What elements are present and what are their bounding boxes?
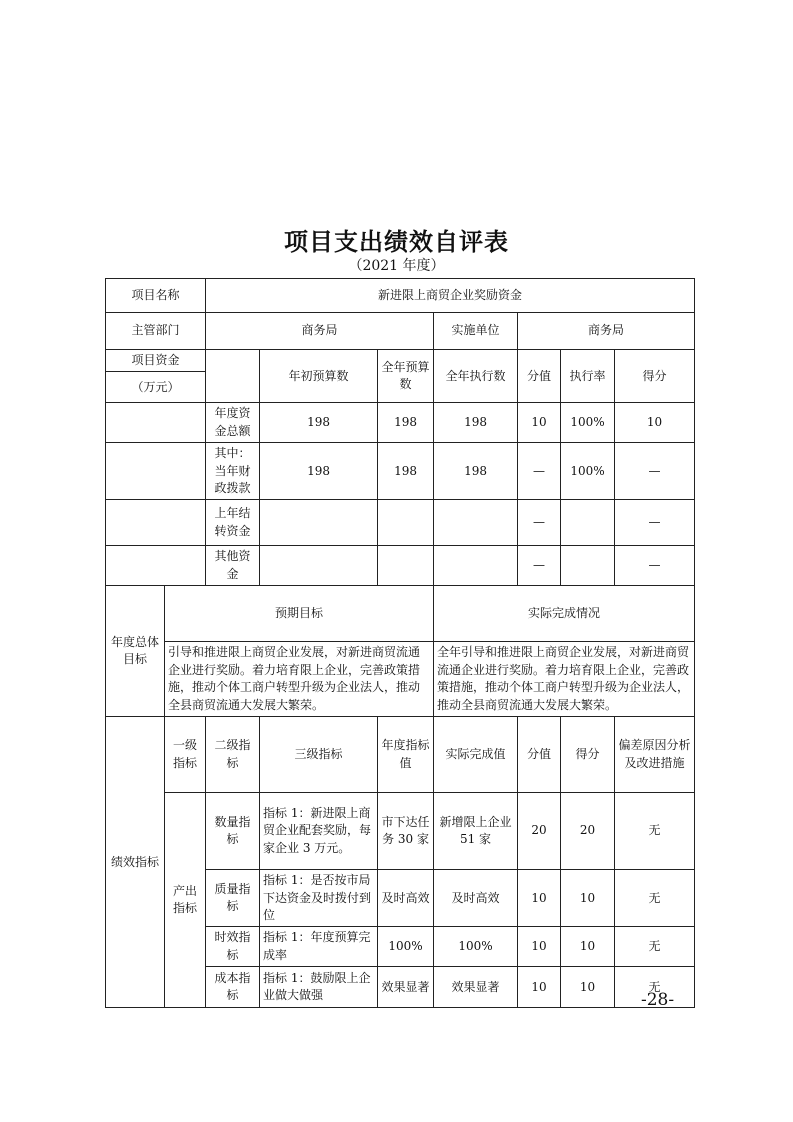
funds-score: — xyxy=(615,443,695,500)
analysis-value: 无 xyxy=(615,927,695,967)
goals-content-row xyxy=(106,642,695,717)
weight-value: 10 xyxy=(518,870,561,927)
report-year: （2021 年度） xyxy=(348,258,445,274)
funds-row xyxy=(106,403,695,443)
level3-value: 指标 1：年度预算完成率 xyxy=(260,927,378,967)
level2-value: 时效指标 xyxy=(206,927,260,967)
funds-executed: 198 xyxy=(434,443,518,500)
score-value: 10 xyxy=(561,967,615,1008)
score-value: 10 xyxy=(561,870,615,927)
header-weight: 分值 xyxy=(518,717,561,793)
score-value: 20 xyxy=(561,793,615,870)
project-name-row xyxy=(106,279,695,313)
analysis-value: 无 xyxy=(615,967,695,1008)
indicator-row xyxy=(106,793,695,870)
header-level1: 一级指标 xyxy=(165,717,206,793)
funds-full-year: 198 xyxy=(378,403,434,443)
funds-row-blank xyxy=(106,500,206,546)
level2-value: 成本指标 xyxy=(206,967,260,1008)
header-target: 年度指标值 xyxy=(378,717,434,793)
level1-value: 产出指标 xyxy=(165,793,206,1008)
project-name-label: 项目名称 xyxy=(106,279,206,313)
funds-row xyxy=(106,443,695,500)
level3-value: 指标 1：新进限上商贸企业配套奖励，每家企业 3 万元。 xyxy=(260,793,378,870)
page-title: 项目支出绩效自评表 xyxy=(284,227,509,256)
funds-rate: 100% xyxy=(561,443,615,500)
dept-label: 主管部门 xyxy=(106,313,206,350)
analysis-value: 无 xyxy=(615,870,695,927)
header-level3: 三级指标 xyxy=(260,717,378,793)
funds-row xyxy=(106,500,695,546)
funds-row-label: 上年结转资金 xyxy=(206,500,260,546)
header-full-year-budget: 全年预算数 xyxy=(378,350,434,403)
funds-initial: 198 xyxy=(260,403,378,443)
header-level2: 二级指标 xyxy=(206,717,260,793)
funds-weight: — xyxy=(518,443,561,500)
funds-unit-label: （万元） xyxy=(106,372,206,403)
funds-label: 项目资金 xyxy=(106,350,206,372)
evaluation-table xyxy=(105,278,695,1008)
header-analysis: 偏差原因分析及改进措施 xyxy=(615,717,695,793)
funds-executed: 198 xyxy=(434,403,518,443)
funds-executed xyxy=(434,546,518,586)
funds-row-label: 其中：当年财政拨款 xyxy=(206,443,260,500)
funds-score: — xyxy=(615,500,695,546)
actual-result-header: 实际完成情况 xyxy=(434,586,695,642)
funds-blank-cell xyxy=(206,350,260,403)
funds-rate: 100% xyxy=(561,403,615,443)
funds-initial xyxy=(260,546,378,586)
weight-value: 10 xyxy=(518,967,561,1008)
funds-initial xyxy=(260,500,378,546)
funds-full-year: 198 xyxy=(378,443,434,500)
expected-goal-header: 预期目标 xyxy=(165,586,434,642)
funds-full-year xyxy=(378,546,434,586)
dept-value: 商务局 xyxy=(206,313,434,350)
funds-weight: — xyxy=(518,546,561,586)
goals-label: 年度总体目标 xyxy=(106,586,165,717)
actual-result-text: 全年引导和推进限上商贸企业发展，对新进商贸流通企业进行奖励。着力培育限上企业，完善政策措施，推动个体工商户转型升级为企业法人，推动全县商贸流通大发展大繁荣。 xyxy=(434,642,695,717)
funds-row-blank xyxy=(106,443,206,500)
target-value: 100% xyxy=(378,927,434,967)
target-value: 效果显著 xyxy=(378,967,434,1008)
header-exec-rate: 执行率 xyxy=(561,350,615,403)
indicator-header-row xyxy=(106,717,695,793)
score-value: 10 xyxy=(561,927,615,967)
actual-value: 效果显著 xyxy=(434,967,518,1008)
funds-row xyxy=(106,546,695,586)
funds-row-blank xyxy=(106,403,206,443)
funds-score: — xyxy=(615,546,695,586)
funds-score: 10 xyxy=(615,403,695,443)
target-value: 及时高效 xyxy=(378,870,434,927)
funds-weight: 10 xyxy=(518,403,561,443)
impl-value: 商务局 xyxy=(518,313,695,350)
funds-row-label: 年度资金总额 xyxy=(206,403,260,443)
funds-rate xyxy=(561,500,615,546)
header-actual: 实际完成值 xyxy=(434,717,518,793)
page-number: -28- xyxy=(641,990,675,1010)
header-initial-budget: 年初预算数 xyxy=(260,350,378,403)
performance-label: 绩效指标 xyxy=(106,717,165,1008)
funds-executed xyxy=(434,500,518,546)
funds-row-label: 其他资金 xyxy=(206,546,260,586)
expected-goal-text: 引导和推进限上商贸企业发展，对新进商贸流通企业进行奖励。着力培育限上企业，完善政策措施，推动个体工商户转型升级为企业法人，推动全县商贸流通大发展大繁荣。 xyxy=(165,642,434,717)
actual-value: 及时高效 xyxy=(434,870,518,927)
impl-label: 实施单位 xyxy=(434,313,518,350)
actual-value: 新增限上企业 51 家 xyxy=(434,793,518,870)
header-score: 得分 xyxy=(615,350,695,403)
funds-rate xyxy=(561,546,615,586)
level2-value: 质量指标 xyxy=(206,870,260,927)
goals-header-row xyxy=(106,586,695,642)
header-executed: 全年执行数 xyxy=(434,350,518,403)
analysis-value: 无 xyxy=(615,793,695,870)
funds-weight: — xyxy=(518,500,561,546)
funds-header-row xyxy=(106,350,695,372)
weight-value: 10 xyxy=(518,927,561,967)
funds-row-blank xyxy=(106,546,206,586)
actual-value: 100% xyxy=(434,927,518,967)
header-score: 得分 xyxy=(561,717,615,793)
funds-initial: 198 xyxy=(260,443,378,500)
level3-value: 指标 1：鼓励限上企业做大做强 xyxy=(260,967,378,1008)
department-row xyxy=(106,313,695,350)
level3-value: 指标 1：是否按市局下达资金及时拨付到位 xyxy=(260,870,378,927)
funds-full-year xyxy=(378,500,434,546)
weight-value: 20 xyxy=(518,793,561,870)
header-weight: 分值 xyxy=(518,350,561,403)
level2-value: 数量指标 xyxy=(206,793,260,870)
project-name-value: 新进限上商贸企业奖励资金 xyxy=(206,279,695,313)
target-value: 市下达任务 30 家 xyxy=(378,793,434,870)
